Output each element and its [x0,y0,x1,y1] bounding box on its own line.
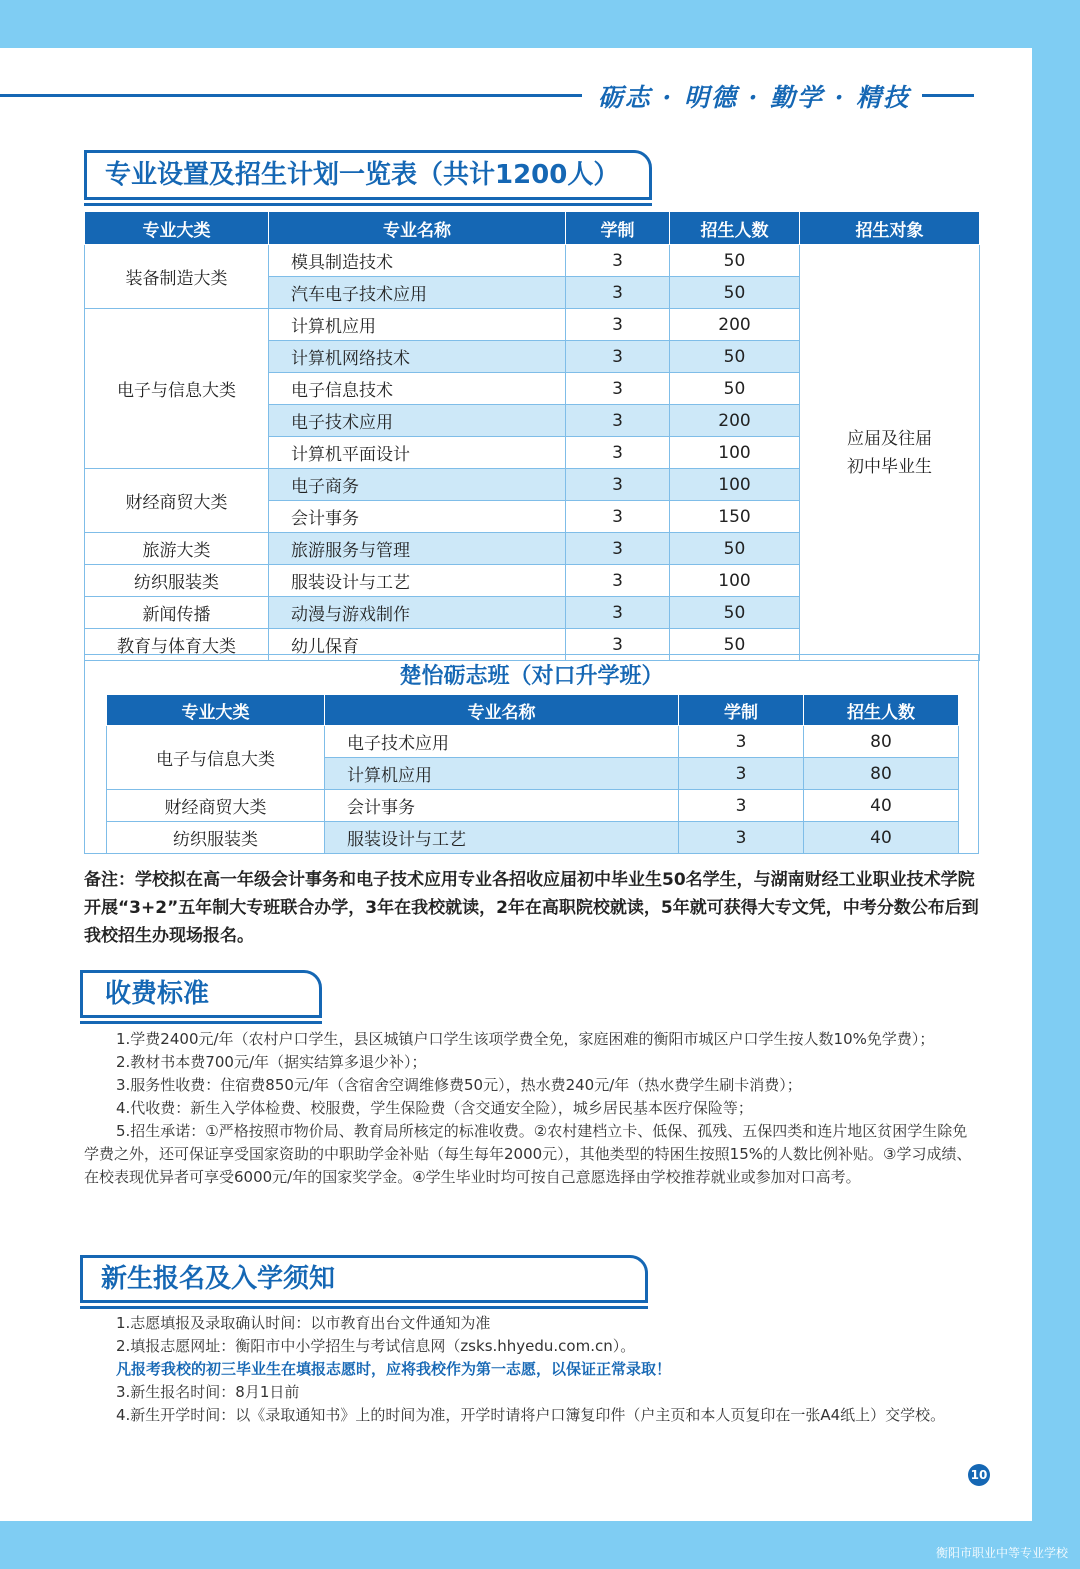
notice-warning: 凡报考我校的初三毕业生在填报志愿时，应将我校作为第一志愿，以保证正常录取！ [116,1360,672,1378]
duration-cell: 3 [566,629,670,661]
quota-cell: 50 [670,533,800,565]
table-header-row [85,212,980,245]
quota-cell: 50 [670,597,800,629]
special-class-table [106,694,959,854]
major-cell: 电子信息技术 [269,373,566,405]
header-target: 招生对象 [800,212,980,245]
header-category: 专业大类 [85,212,269,245]
table-row [107,726,959,758]
duration-cell: 3 [679,726,804,758]
duration-cell: 3 [566,469,670,501]
major-cell: 幼儿保育 [269,629,566,661]
header-category: 专业大类 [107,695,325,726]
right-frame-bar [1032,0,1080,1569]
header-quota: 招生人数 [804,695,959,726]
footer-school-name: 衡阳市职业中等专业学校 [935,1546,1068,1560]
fee-item: 4.代收费：新生入学体检费、校服费，学生保险费（含交通安全险），城乡居民基本医疗保险等； [116,1099,753,1117]
major-cell: 电子技术应用 [325,726,679,758]
duration-cell: 3 [566,277,670,309]
fee-item: 3.服务性收费：住宿费850元/年（含宿舍空调维修费50元），热水费240元/年（热水费学生刷卡消费）； [116,1076,802,1094]
major-cell: 电子技术应用 [269,405,566,437]
quota-cell: 150 [670,501,800,533]
major-cell: 模具制造技术 [269,245,566,277]
notice-item: 1.志愿填报及录取确认时间：以市教育出台文件通知为准 [116,1314,491,1332]
category-cell: 教育与体育大类 [85,629,269,661]
header-major: 专业名称 [325,695,679,726]
motto-rule-right [922,94,974,97]
quota-cell: 40 [804,822,959,854]
majors-table [84,211,980,661]
page-number: 10 [968,1464,990,1486]
category-cell: 旅游大类 [85,533,269,565]
bottom-frame-bar [0,1521,1080,1569]
quota-cell: 100 [670,469,800,501]
duration-cell: 3 [679,758,804,790]
quota-cell: 200 [670,309,800,341]
duration-cell: 3 [566,341,670,373]
category-cell: 财经商贸大类 [85,469,269,533]
header-quota: 招生人数 [670,212,800,245]
enrollment-note: 备注：学校拟在高一年级会计事务和电子技术应用专业各招收应届初中毕业生50名学生，与湖南财经工业职业技术学院开展“3+2”五年制大专班联合办学，3年在我校就读，2年在高职院校就读，5年就可获得大专文凭，中考分数公布后到我校招生办现场报名。 [84,870,979,946]
quota-cell: 80 [804,758,959,790]
category-cell: 纺织服装类 [107,822,325,854]
enrollment-notice-list [84,1312,976,1427]
section-title-majors: 专业设置及招生计划一览表（共计1200人） [84,150,652,200]
quota-cell: 50 [670,373,800,405]
section-title-fees: 收费标准 [80,970,322,1018]
header-major: 专业名称 [269,212,566,245]
quota-cell: 50 [670,341,800,373]
table-header-row [107,695,959,726]
duration-cell: 3 [566,373,670,405]
fee-item: 2.教材书本费700元/年（据实结算多退少补）； [116,1053,427,1071]
category-cell: 装备制造大类 [85,245,269,309]
major-cell: 计算机网络技术 [269,341,566,373]
major-cell: 服装设计与工艺 [269,565,566,597]
major-cell: 旅游服务与管理 [269,533,566,565]
duration-cell: 3 [566,597,670,629]
major-cell: 汽车电子技术应用 [269,277,566,309]
table-row [107,822,959,854]
major-cell: 动漫与游戏制作 [269,597,566,629]
quota-cell: 50 [670,245,800,277]
duration-cell: 3 [566,565,670,597]
quota-cell: 100 [670,437,800,469]
quota-cell: 200 [670,405,800,437]
category-cell: 电子与信息大类 [85,309,269,469]
major-cell: 计算机平面设计 [269,437,566,469]
school-motto: 砺志 · 明德 · 勤学 · 精技 [597,83,911,112]
quota-cell: 100 [670,565,800,597]
motto-rule-left [0,94,582,97]
header-duration: 学制 [679,695,804,726]
duration-cell: 3 [566,245,670,277]
major-cell: 电子商务 [269,469,566,501]
fee-item: 5.招生承诺：①严格按照市物价局、教育局所核定的标准收费。②农村建档立卡、低保、孤残、五保四类和连片地区贫困学生除免学费之外，还可保证享受国家资助的中职助学金补贴（每生每年2000元），其他类型的特困生按照15%的人数比例补贴。③学习成绩、在校表现优异者可享受6000元/年的国家奖学金。④学生毕业时均可按自己意愿选择由学校推荐就业或参加对口高考。 [84,1122,972,1186]
target-text: 应届及往届初中毕业生 [847,428,932,477]
major-cell: 会计事务 [325,790,679,822]
section-title-enrollment: 新生报名及入学须知 [80,1255,648,1303]
category-cell: 纺织服装类 [85,565,269,597]
table-row [107,790,959,822]
major-cell: 服装设计与工艺 [325,822,679,854]
quota-cell: 50 [670,277,800,309]
top-frame-bar [0,0,1080,48]
duration-cell: 3 [679,822,804,854]
duration-cell: 3 [566,501,670,533]
duration-cell: 3 [566,309,670,341]
notice-item: 4.新生开学时间：以《录取通知书》上的时间为准，开学时请将户口簿复印件（户主页和本人页复印在一张A4纸上）交学校。 [116,1406,946,1424]
duration-cell: 3 [679,790,804,822]
quota-cell: 40 [804,790,959,822]
duration-cell: 3 [566,533,670,565]
category-cell: 电子与信息大类 [107,726,325,790]
category-cell: 财经商贸大类 [107,790,325,822]
fee-list [84,1028,976,1189]
table-row [85,245,980,277]
major-cell: 计算机应用 [269,309,566,341]
duration-cell: 3 [566,405,670,437]
notice-item: 2.填报志愿网址：衡阳市中小学招生与考试信息网（zsks.hhyedu.com.cn）。 [116,1337,636,1355]
major-cell: 会计事务 [269,501,566,533]
major-cell: 计算机应用 [325,758,679,790]
category-cell: 新闻传播 [85,597,269,629]
header-duration: 学制 [566,212,670,245]
quota-cell: 50 [670,629,800,661]
fee-item: 1.学费2400元/年（农村户口学生，县区城镇户口学生该项学费全免，家庭困难的衡阳市城区户口学生按人数10%免学费）； [116,1030,935,1048]
notice-item: 3.新生报名时间：8月1日前 [116,1383,300,1401]
duration-cell: 3 [566,437,670,469]
special-class-title: 楚怡砺志班（对口升学班） [399,664,664,689]
target-cell [800,245,980,661]
quota-cell: 80 [804,726,959,758]
